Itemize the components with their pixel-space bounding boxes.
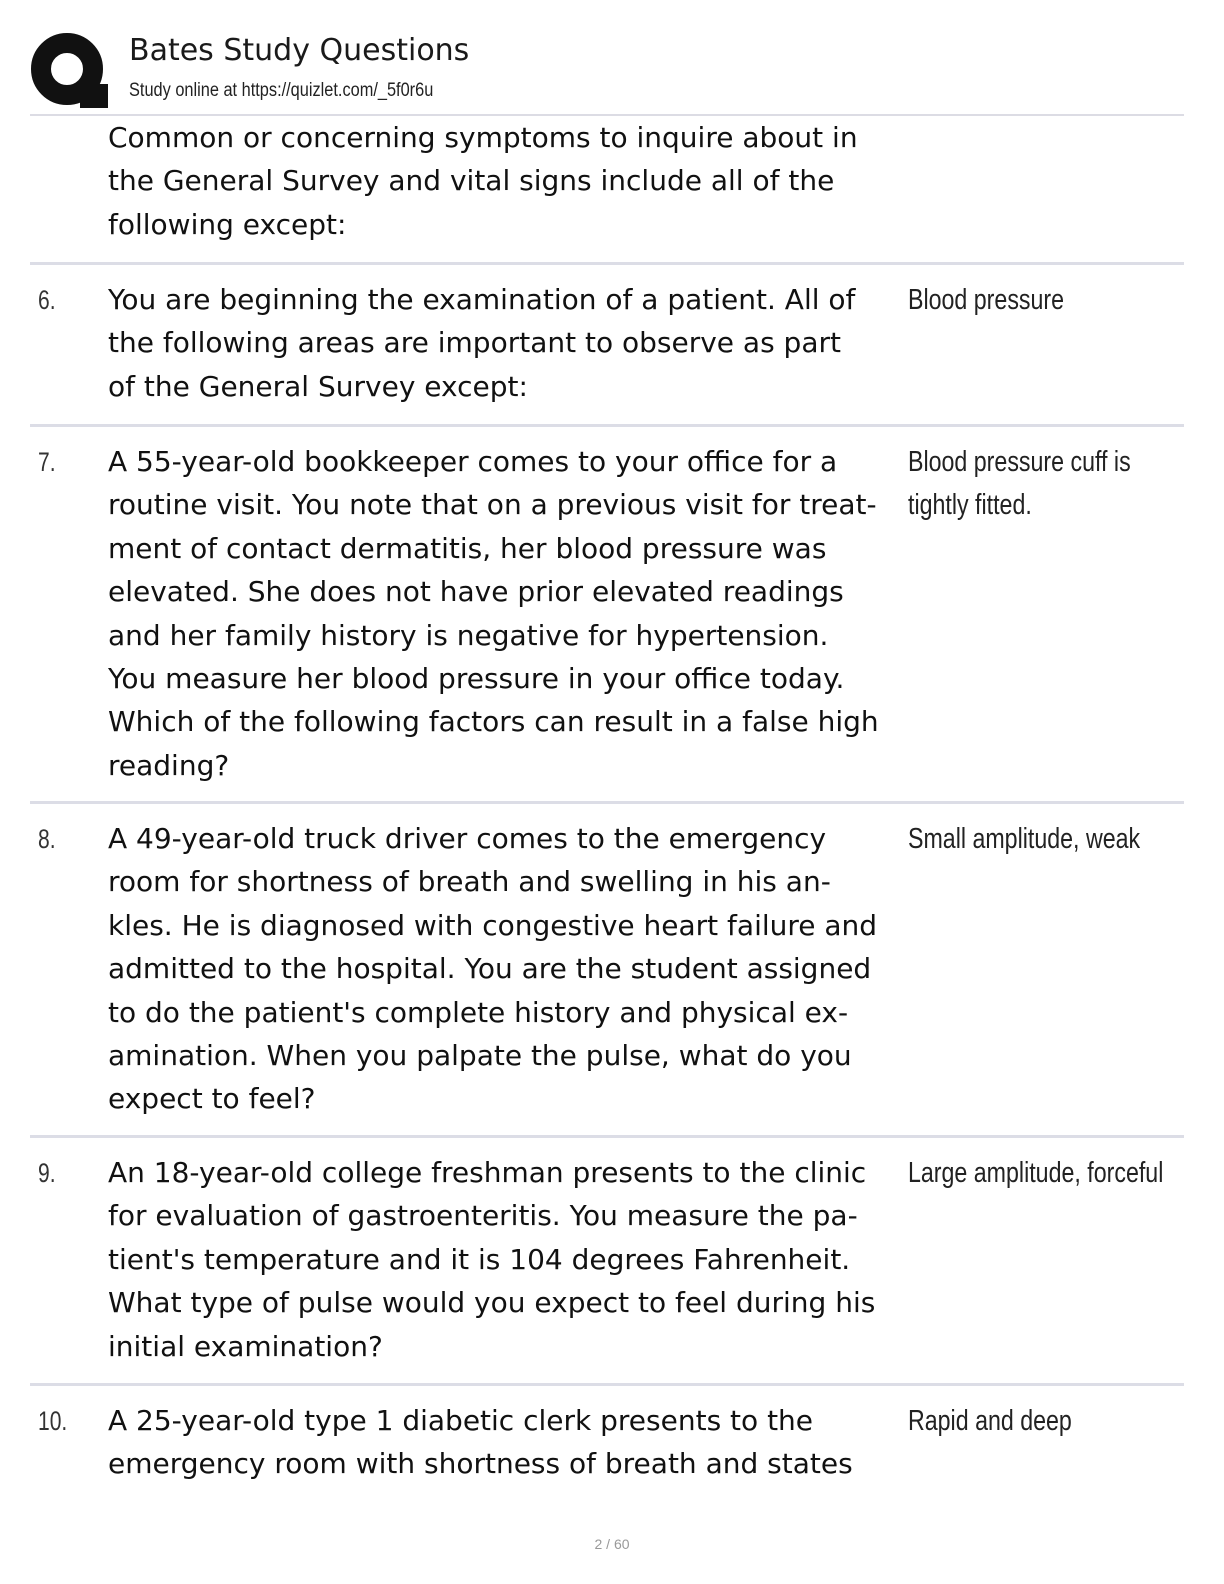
question-number: 7. — [38, 447, 56, 477]
flashcard-row — [30, 116, 1184, 265]
answer-text: Rapid and deep — [908, 1405, 1072, 1437]
question-text: Common or concerning symptoms to inquire about in the General Survey and vital signs include all of the following except: — [108, 121, 858, 241]
question-number: 6. — [38, 285, 56, 315]
document-header — [30, 28, 1184, 116]
question-number: 10. — [38, 1406, 68, 1436]
question-text: A 55-year-old bookkeeper comes to your office for a routine visit. You note that on a previous visit for treat- ment of contact dermatitis, her blood pressure was elevated. She does not have prior elevated readings and her family history is negative for hypertension. You measure her blood pressure in your office today. Which of the following factors can result in a false high reading? — [108, 445, 879, 782]
question-number: 8. — [38, 824, 56, 854]
answer-text: Blood pressure cuff is tightly fitted. — [908, 446, 1131, 521]
document-subtitle: Study online at https://quizlet.com/_5f0r6u — [129, 80, 434, 101]
answer-text: Large amplitude, forceful — [908, 1157, 1164, 1189]
flashcard-row — [30, 1386, 1184, 1496]
question-text: An 18-year-old college freshman presents to the clinic for evaluation of gastroenteritis. You measure the pa- tient's temperature and it is 104 degrees Fahrenheit. What type of pulse would you expect to feel during his initial examination? — [108, 1156, 876, 1363]
quizlet-logo-icon — [30, 32, 108, 110]
flashcard-row — [30, 1138, 1184, 1386]
page-indicator: 2 / 60 — [594, 1536, 630, 1552]
question-text: A 25-year-old type 1 diabetic clerk presents to the emergency room with shortness of breath and states — [108, 1404, 853, 1481]
flashcard-row — [30, 804, 1184, 1138]
question-text: You are beginning the examination of a patient. All of the following areas are important to observe as part of the General Survey except: — [108, 283, 856, 403]
document-title: Bates Study Questions — [129, 33, 470, 68]
answer-text: Small amplitude, weak — [908, 823, 1141, 855]
flashcard-row — [30, 265, 1184, 427]
question-text: A 49-year-old truck driver comes to the emergency room for shortness of breath and swelling in his an- kles. He is diagnosed with congestive heart failure and admitted to the hospital. You are the student assigned to do the patient's complete history and physical ex- amination. When you palpate the pulse, what do you expect to feel? — [108, 822, 878, 1116]
flashcard-row — [30, 427, 1184, 804]
answer-text: Blood pressure — [908, 284, 1065, 316]
flashcard-list — [30, 116, 1184, 1496]
question-number: 9. — [38, 1158, 56, 1188]
